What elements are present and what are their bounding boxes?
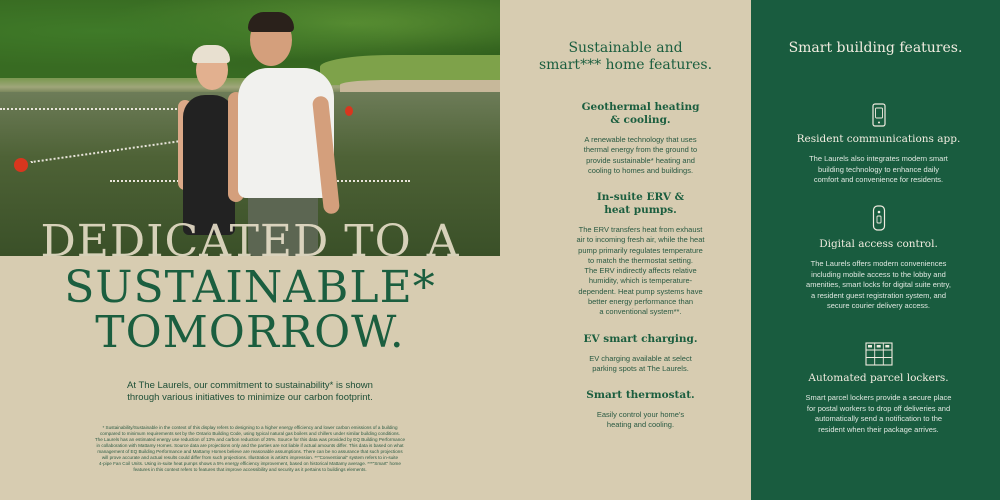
feature-ev-charging bbox=[570, 333, 711, 375]
feature-description: The ERV transfers heat from exhaust air to incoming fresh air, while the heat pump primarily regulates temperature to match the thermostat setting. The ERV indirectly affects relative humidity, which is temperature- dependent. Heat pump systems have better energy performance than a conventional system**. bbox=[576, 225, 705, 317]
smart-building-panel bbox=[751, 0, 1000, 500]
feature-smart-thermostat bbox=[570, 389, 711, 431]
feature-heading: Smart thermostat. bbox=[586, 389, 695, 401]
home-features-panel bbox=[500, 0, 751, 500]
home-features-title: Sustainable and smart*** home features. bbox=[538, 40, 713, 73]
fob-icon bbox=[872, 204, 886, 232]
feature-geothermal bbox=[570, 101, 711, 176]
feature-heading: In-suite ERV & heat pumps. bbox=[596, 191, 685, 216]
woman-cap bbox=[192, 45, 230, 63]
feature-description: Smart parcel lockers provide a secure place for postal workers to drop off deliveries and automatically send a notification to the resident when their package arrives. bbox=[805, 393, 952, 434]
feature-parcel-lockers bbox=[791, 342, 966, 435]
feature-erv-heat-pumps bbox=[570, 191, 711, 318]
feature-description: The Laurels also integrates modern smart building technology to enhance daily comfort and convenience for residents. bbox=[809, 154, 948, 184]
feature-description: A renewable technology that uses thermal energy from the ground to provide sustainable* heating and cooling to homes and buildings. bbox=[583, 135, 698, 175]
feature-digital-access bbox=[791, 204, 966, 312]
man bbox=[248, 12, 294, 32]
headline-line-1: DEDICATED TO A bbox=[40, 216, 460, 267]
feature-description: The Laurels offers modern conveniences including mobile access to the lobby and amenities, smart locks for digital suite entry, a resident guest registration system, and secure courier delivery access. bbox=[806, 259, 951, 310]
feature-heading: Resident communications app. bbox=[796, 133, 961, 145]
smart-building-title: Smart building features. bbox=[788, 40, 963, 56]
buoy bbox=[345, 106, 353, 116]
feature-heading: Geothermal heating & cooling. bbox=[581, 101, 700, 126]
phone-icon bbox=[872, 103, 886, 127]
feature-heading: Digital access control. bbox=[819, 238, 938, 250]
headline-line-2: SUSTAINABLE* bbox=[64, 262, 436, 313]
swim-rope bbox=[0, 108, 180, 110]
intro-text: At The Laurels, our commitment to sustainability* is shown through various initiatives to minimize our carbon footprint. bbox=[127, 380, 373, 403]
lockers-icon bbox=[865, 342, 893, 366]
buoy bbox=[14, 158, 28, 172]
footnote: * Sustainability/Sustainable in the context of this display refers to designing to a higher energy efficiency and lower carbon emissions of a building compared to minimum requirements set by the Ontario Building Code, using typical natural gas boilers and chillers under similar building conditions. The Laurels has an estimated energy use reduction of 13% and carbon reduction of 26%. Source for this data was provided by EQ Building Performance in collaboration with Mattamy Homes. Source data are projections only and the parties are not liable if actual amounts differ. This data is based on what management of EQ Building Performance and Mattamy Homes believe are reasonable assumptions. There can be no assurance that such projections will prove accurate and actual results could differ from such projections. Illustration is artist's impression. **"Conventional" system refers to in-suite 4-pipe Fan Coil Units. Using in-suite heat pumps shows a 5% energy efficiency improvement, based on historical Mattamy average. ***"Smart" home features in this context refers to features that improve accessibility and security as it pertains to buildings elements. bbox=[94, 425, 406, 472]
feature-communications-app bbox=[791, 103, 966, 186]
feature-description: EV charging available at select parking spots at The Laurels. bbox=[589, 354, 692, 374]
feature-description: Easily control your home's heating and cooling. bbox=[596, 410, 685, 430]
feature-heading: Automated parcel lockers. bbox=[808, 372, 949, 384]
feature-heading: EV smart charging. bbox=[583, 333, 698, 345]
headline-line-3: TOMORROW. bbox=[95, 307, 405, 358]
